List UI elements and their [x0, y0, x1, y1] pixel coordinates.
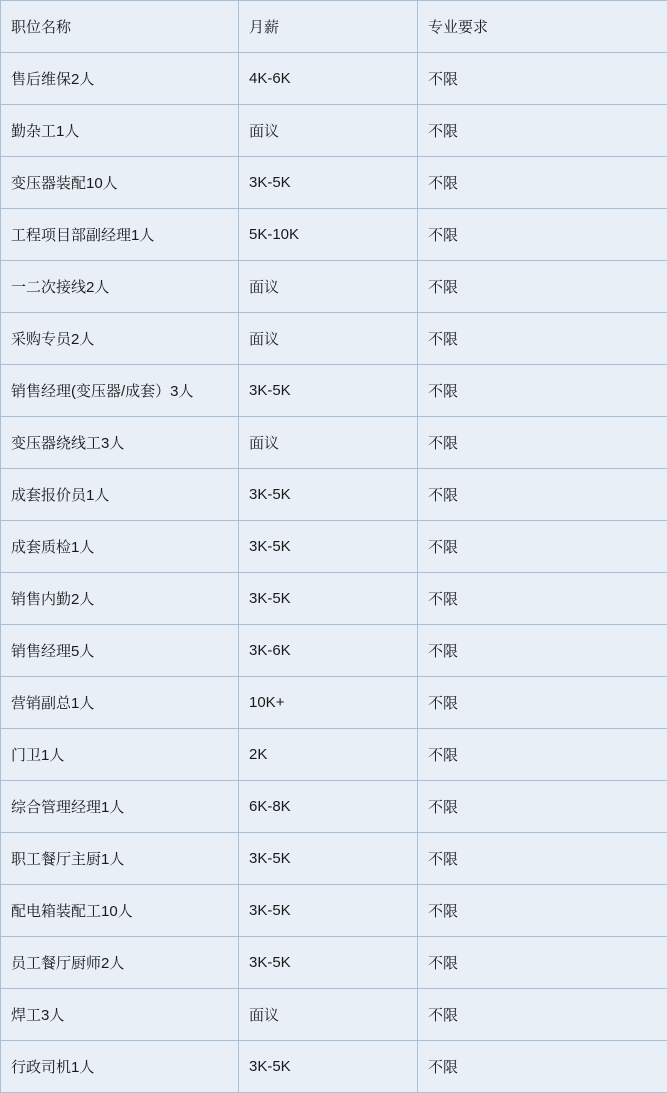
table-row: [1, 521, 667, 573]
column-header-position: 职位名称: [1, 1, 239, 53]
table-row: [1, 833, 667, 885]
table-row: [1, 989, 667, 1041]
cell-salary: 3K-5K: [239, 469, 418, 521]
column-header-salary: 月薪: [239, 1, 418, 53]
cell-major: 不限: [418, 989, 667, 1041]
cell-major: 不限: [418, 209, 667, 261]
table-row: [1, 105, 667, 157]
cell-salary: 3K-5K: [239, 521, 418, 573]
cell-position: 一二次接线2人: [1, 261, 239, 313]
cell-position: 采购专员2人: [1, 313, 239, 365]
table-row: [1, 937, 667, 989]
cell-major: 不限: [418, 313, 667, 365]
cell-major: 不限: [418, 937, 667, 989]
cell-major: 不限: [418, 677, 667, 729]
cell-position: 销售经理5人: [1, 625, 239, 677]
cell-salary: 6K-8K: [239, 781, 418, 833]
cell-major: 不限: [418, 833, 667, 885]
cell-position: 成套报价员1人: [1, 469, 239, 521]
cell-position: 员工餐厅厨师2人: [1, 937, 239, 989]
cell-position: 配电箱装配工10人: [1, 885, 239, 937]
table-row: [1, 729, 667, 781]
cell-major: 不限: [418, 53, 667, 105]
cell-position: 营销副总1人: [1, 677, 239, 729]
table-row: [1, 417, 667, 469]
cell-salary: 10K+: [239, 677, 418, 729]
cell-major: 不限: [418, 365, 667, 417]
cell-position: 门卫1人: [1, 729, 239, 781]
cell-major: 不限: [418, 261, 667, 313]
cell-salary: 5K-10K: [239, 209, 418, 261]
cell-position: 销售内勤2人: [1, 573, 239, 625]
cell-salary: 面议: [239, 989, 418, 1041]
table-row: [1, 1041, 667, 1093]
cell-major: 不限: [418, 521, 667, 573]
column-header-major: 专业要求: [418, 1, 667, 53]
cell-major: 不限: [418, 105, 667, 157]
cell-salary: 3K-6K: [239, 625, 418, 677]
table-row: [1, 625, 667, 677]
cell-major: 不限: [418, 625, 667, 677]
cell-salary: 2K: [239, 729, 418, 781]
cell-salary: 3K-5K: [239, 833, 418, 885]
table-row: [1, 781, 667, 833]
table-row: [1, 157, 667, 209]
table-row: [1, 209, 667, 261]
cell-salary: 3K-5K: [239, 937, 418, 989]
table-row: [1, 885, 667, 937]
cell-position: 行政司机1人: [1, 1041, 239, 1093]
cell-salary: 3K-5K: [239, 365, 418, 417]
cell-salary: 面议: [239, 313, 418, 365]
cell-position: 焊工3人: [1, 989, 239, 1041]
cell-position: 工程项目部副经理1人: [1, 209, 239, 261]
cell-major: 不限: [418, 729, 667, 781]
table-row: [1, 53, 667, 105]
cell-salary: 3K-5K: [239, 573, 418, 625]
cell-position: 变压器装配10人: [1, 157, 239, 209]
cell-position: 职工餐厅主厨1人: [1, 833, 239, 885]
cell-major: 不限: [418, 885, 667, 937]
cell-position: 销售经理(变压器/成套）3人: [1, 365, 239, 417]
cell-major: 不限: [418, 1041, 667, 1093]
cell-salary: 3K-5K: [239, 1041, 418, 1093]
cell-salary: 面议: [239, 261, 418, 313]
cell-salary: 3K-5K: [239, 885, 418, 937]
cell-salary: 面议: [239, 105, 418, 157]
cell-position: 变压器绕线工3人: [1, 417, 239, 469]
cell-position: 售后维保2人: [1, 53, 239, 105]
table-row: [1, 469, 667, 521]
cell-salary: 4K-6K: [239, 53, 418, 105]
cell-major: 不限: [418, 781, 667, 833]
cell-position: 勤杂工1人: [1, 105, 239, 157]
cell-salary: 面议: [239, 417, 418, 469]
table-row: [1, 573, 667, 625]
cell-salary: 3K-5K: [239, 157, 418, 209]
table-header-row: [1, 1, 667, 53]
cell-position: 综合管理经理1人: [1, 781, 239, 833]
table-row: [1, 261, 667, 313]
cell-position: 成套质检1人: [1, 521, 239, 573]
table-row: [1, 677, 667, 729]
table-body: [1, 53, 667, 1093]
table-header: [1, 1, 667, 53]
table-row: [1, 365, 667, 417]
cell-major: 不限: [418, 573, 667, 625]
table-row: [1, 313, 667, 365]
cell-major: 不限: [418, 469, 667, 521]
cell-major: 不限: [418, 157, 667, 209]
cell-major: 不限: [418, 417, 667, 469]
